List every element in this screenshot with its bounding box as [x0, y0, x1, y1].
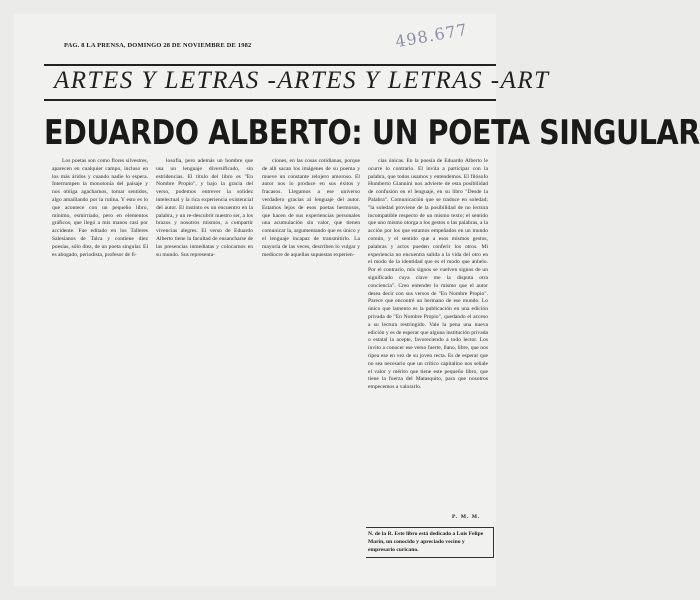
column-text: Los poetas son como flores silvestres, aparecen en cualquier campo, incluso en los más áridos y cuando nadie lo espera. Interrumpen la monotonía del paisaje y nos obliga agacharnos, tomar sentidos, algo amaillando por la rutina. Y esto es lo que acontece con un pequeño libro, mínimo, esmirriado, pero en elementos gráficos, que llegó a mis manos casi por accidente. Fue editado en los Talleres Salesianos de Talca y contiene diez poesías, sólo diez, de un poeta singular. El es abogado, periodista, profesor de fi-	[52, 158, 148, 258]
column-text: cias únicas. En la poesía de Eduardo Alberto le ocurre lo contrario. El invita a participar con la palabra, que todos usamos y entendemos. El filósofo Humberto Giannini nos advierte de esta posibilidad de confusión en el lenguaje, en su libro "Desde la Palabra". Comunicación que se traduce en soledad; "la soledad proviene de la posibilidad de no lectura incompatible respecto de un mismo texto; el sentido que uno mismo otorga a los gestos o las palabras, a la acción por los que estamos empeñados en un mundo común, y el sentido que a esos mismos gestos, palabras y actos pueden conferir los otros. Mi experiencia no encuentra salida a la vida del otro en el modo de la identidad que es el modo que anhelo. Por el contrario, mis signos se vuelven signos de un significado cuya clave me la disputa otra conciencia". Creo entender lo mismo que el autor desea decir con sus versos de "En Nombre Propio". Parece que encontré un hermano de ese mundo. Lo único que lamento es la publicación en una edición privada de "En Nombre Propio", quedando el acceso a su lectura restringido. Vale la pena una nueva edición y es de esperar que alguna institución privada o estatal la acepte, favoreciendo a todo lector. Los invito a conocer ese verso fuerte, llano, libre, que nos ripea ese en vez de su joven recta. Es de esperar que no sea necesario que un crítico capitalino nos señale el valor y mérito que tiene este pequeño libro, que tiene la fuerza del Matasquito, para que nosotros empecemos a valorarlo.	[368, 158, 488, 391]
divider-bottom	[44, 99, 496, 101]
author-signature: P. M. M.	[452, 514, 481, 520]
column-text: ciones, en las cosas cotidianas, porque de allí sacan los imágenes de su poema y mueve un constante relojero amoroso. El autor nos lo produce en sus éxitos y fracasos. Llegamos a ese universo verdadero gracias al lenguaje del autor. Estamos lejos de esos poetas hermosos, que hacen de sus experiencias personales una acumulación sin valor, que tienen comunicar la, argumentando que es único y el lenguaje incapaz de transmitirlo. La mayoría de las veces, describen lo vulgar y mediocre de aquellas supuestas experien-	[262, 158, 360, 258]
page-header: PAG. 8 LA PRENSA, DOMINGO 28 DE NOVIEMBRE DE 1982	[64, 42, 252, 49]
article-column-4	[368, 158, 488, 392]
article-column-3	[262, 158, 360, 259]
editor-note: N. de la R. Este libro está dedicado a Luis Felipe Marín, un conocido y apreciado vecino y empresario curicano.	[368, 531, 484, 553]
archive-number-handwritten: 498.677	[393, 19, 470, 52]
article-column-2	[156, 158, 253, 259]
column-text: losofía, pero además un hombre que usa un lenguaje diversificado, sin estridencias. El título del libro es "En Nombre Propio", y bajo la gracia del verso, podemos entrever la solidez intelectual y la rica experiencia existencial del autor. El instinto es un encuentro en la palabra, y un re-descubrir nuestro ser, a los brazos y nosotros mismos, a compartir vivencias alegres. El verso de Eduardo Alberto tiene la facultad de ensancharse de las presencias inmediatas y colocarnos en su mundo. Sus representa-	[156, 158, 253, 258]
article-headline: EDUARDO ALBERTO: UN POETA SINGULAR	[44, 113, 700, 153]
section-banner: ARTES Y LETRAS -ARTES Y LETRAS -ART	[54, 67, 550, 94]
article-column-1	[52, 158, 148, 259]
divider-top	[44, 64, 496, 66]
editor-note-box	[366, 527, 494, 558]
